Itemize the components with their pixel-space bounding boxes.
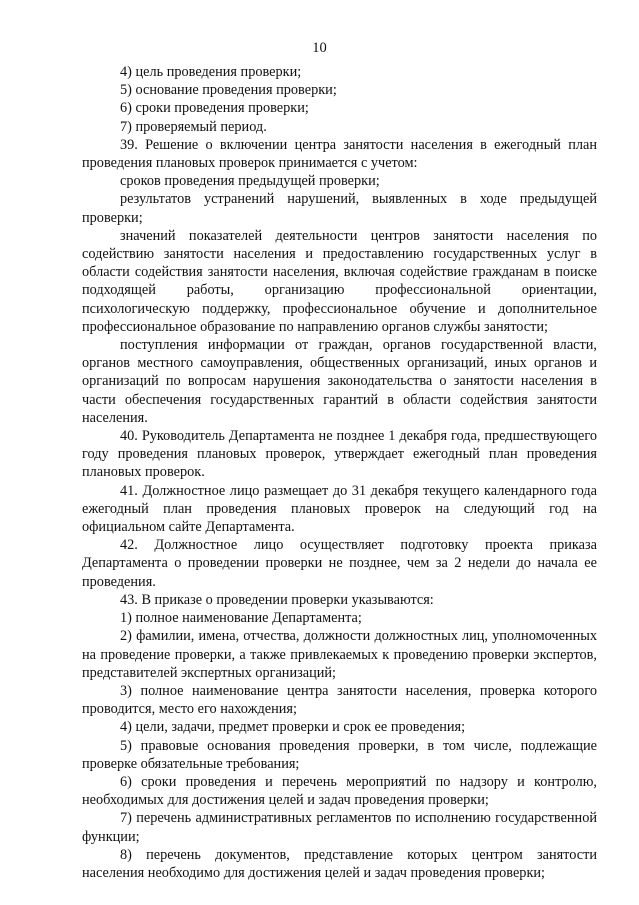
paragraph: 6) сроки проведения и перечень мероприятий по надзору и контролю, необходимых для достижения целей и задач проведения проверки; xyxy=(82,773,597,809)
page-number: 10 xyxy=(312,40,327,56)
paragraph: 8) перечень документов, представление которых центром занятости населения необходимо для достижения целей и задач проведения проверки; xyxy=(82,846,597,881)
paragraph: 39. Решение о включении центра занятости населения в ежегодный план проведения плановых проверок принимается с учетом: xyxy=(82,136,597,172)
paragraph: 40. Руководитель Департамента не позднее 1 декабря года, предшествующего году проведения плановых проверок, утверждает ежегодный план проведения плановых проверок. xyxy=(82,428,597,481)
paragraph: 3) полное наименование центра занятости населения, проверка которого проводится, место его нахождения; xyxy=(82,682,597,718)
paragraph: 41. Должностное лицо размещает до 31 декабря текущего календарного года ежегодный план проведения плановых проверок на следующий год на официальном сайте Департамента. xyxy=(82,482,597,536)
paragraph: 7) проверяемый период. xyxy=(120,118,267,135)
paragraph: 6) сроки проведения проверки; xyxy=(120,100,309,117)
paragraph: 43. В приказе о проведении проверки указываются: xyxy=(120,591,434,608)
paragraph: 5) основание проведения проверки; xyxy=(120,82,337,99)
paragraph: 2) фамилии, имена, отчества, должности должностных лиц, уполномоченных на проведение проверки, а также привлекаемых к проведению проверки экспертов, представителей экспертных организаций; xyxy=(82,628,597,681)
paragraph: поступления информации от граждан, органов государственной власти, органов местного самоуправления, общественных организаций, иных органов и организаций по вопросам нарушения законодательства о занятости населения в части обеспечения государственных гарантий в области содействия занятости населения. xyxy=(82,337,597,426)
paragraph: 7) перечень административных регламентов по исполнению государственной функции; xyxy=(82,810,597,845)
paragraph: значений показателей деятельности центров занятости населения по содействию занятости населения и предоставлению государственных услуг в области содействия занятости населения, включая содействие гражданам в поиске подходящей работы, организацию профессиональной ориентации, психологическую поддержку, профессиональное обучение и дополнительное профессиональное образование по направлению органов службы занятости; xyxy=(82,227,597,335)
paragraph: 1) полное наименование Департамента; xyxy=(120,610,362,627)
paragraph: сроков проведения предыдущей проверки; xyxy=(120,173,380,190)
paragraph: 4) цель проведения проверки; xyxy=(120,64,302,80)
paragraph: 4) цели, задачи, предмет проверки и срок ее проведения; xyxy=(120,719,466,736)
paragraph: результатов устранений нарушений, выявленных в ходе предыдущей проверки; xyxy=(82,191,597,226)
paragraph: 42. Должностное лицо осуществляет подготовку проекта приказа Департамента о проведении проверки не позднее, чем за 2 недели до начала ее проведения. xyxy=(82,537,597,590)
paragraph: 5) правовые основания проведения проверки, в том числе, подлежащие проверке обязательные требования; xyxy=(82,737,597,772)
document-body xyxy=(82,63,597,882)
